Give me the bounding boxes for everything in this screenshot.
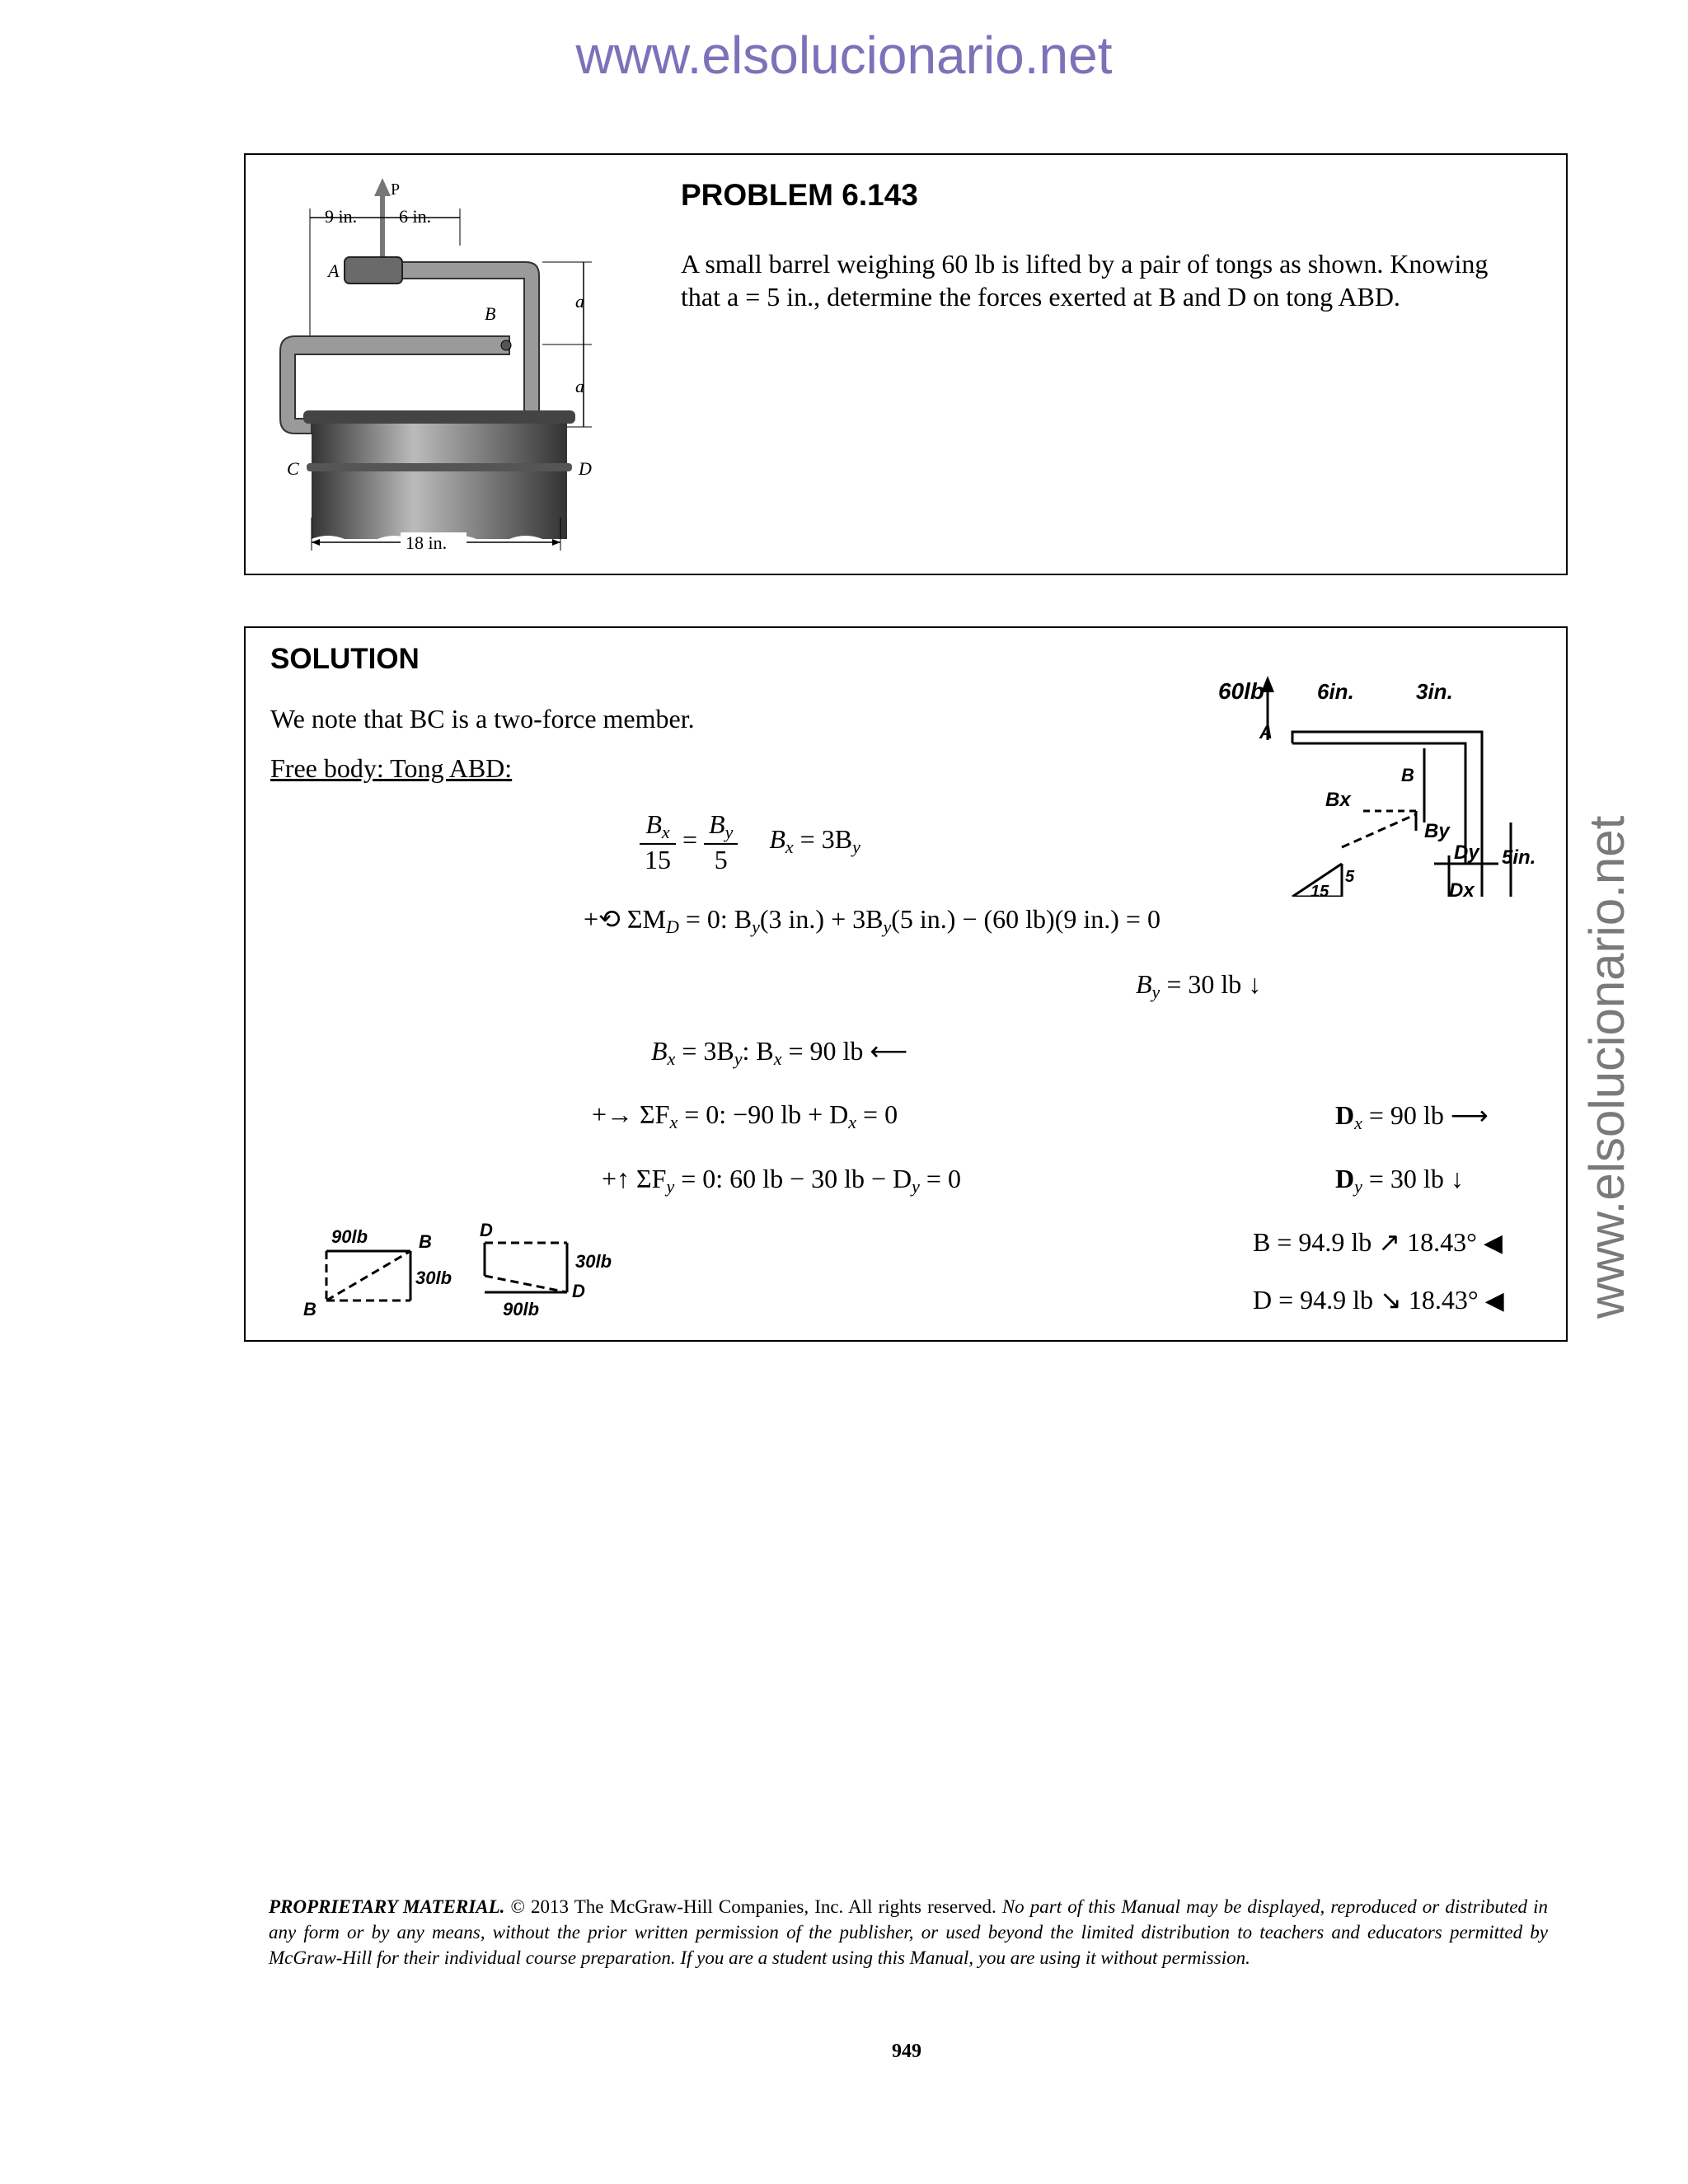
tri-30lb-a: 30lb (415, 1268, 452, 1288)
answer-dy: $D_y = 30$ lb ↓ (1335, 1164, 1464, 1197)
answer-b: B = 94.9 lb ↗ 18.43° ◀ (1253, 1227, 1503, 1257)
footer-copyright: PROPRIETARY MATERIAL. © 2013 The McGraw-Hill Companies, Inc. All rights reserved. No part of this Manual may be displayed, reproduced or distributed in any form or by any means, without the prior written permission of the publisher, or used beyond the limited distribution to teachers and educators permitted by McGraw-Hill for their individual course preparation. If you are a student using this Manual, you are using it without permission. (269, 1896, 1548, 1968)
sketch-60lb: 60lb (1218, 678, 1265, 704)
problem-text-line1: A small barrel weighing 60 lb is lifted by a pair of tongs as shown. Knowing (681, 249, 1489, 279)
sketch-6in: 6in. (1317, 679, 1354, 704)
equation-sum-fx: +→ $\Sigma F_x = 0$: −90 lb + $D_x = 0$ (592, 1099, 898, 1132)
tri-b: B (419, 1231, 432, 1252)
force-triangle-sketch (295, 1218, 691, 1317)
sketch-dy: Dy (1454, 841, 1479, 864)
dim-6: 6 in. (399, 206, 432, 227)
fraction-right: $\frac{B_y}{5}$ (704, 809, 738, 875)
dim-18: 18 in. (406, 532, 448, 553)
tongs-barrel-figure (262, 171, 625, 559)
solution-box (244, 626, 1568, 1342)
sketch-3in: 3in. (1416, 679, 1453, 704)
tri-b-bottom: B (303, 1299, 316, 1317)
solution-title: SOLUTION (270, 643, 420, 675)
sketch-by: By (1424, 820, 1450, 842)
label-b: B (485, 303, 496, 324)
sketch-5in: 5in. (1502, 846, 1536, 869)
solution-note: We note that BC is a two-force member. (270, 704, 695, 733)
dim-9: 9 in. (325, 206, 358, 227)
page-number: 949 (892, 2041, 921, 2062)
label-a2: a (575, 376, 584, 396)
answer-dx: $D_x = 90$ lb ⟶ (1335, 1100, 1489, 1133)
answer-d: D = 94.9 lb ↘ 18.43° ◀ (1253, 1285, 1504, 1315)
label-a1: a (575, 291, 584, 312)
tri-90lb-b: 90lb (503, 1299, 540, 1317)
label-p: P (391, 180, 401, 199)
label-d: D (579, 458, 592, 479)
problem-text-line2: that a = 5 in., determine the forces exerted at B and D on tong ABD. (681, 282, 1400, 312)
tri-30lb-b: 30lb (575, 1251, 612, 1272)
sketch-dx: Dx (1449, 879, 1475, 897)
sketch-5: 5 (1345, 868, 1355, 886)
fraction-left: $\frac{B_x}{15}$ (640, 809, 676, 875)
sketch-a: A (1259, 722, 1273, 743)
tri-d-right: D (572, 1281, 585, 1301)
sketch-bx: Bx (1325, 789, 1351, 811)
label-a-point: A (328, 260, 340, 281)
problem-title: PROBLEM 6.143 (681, 178, 918, 212)
sketch-15: 15 (1311, 883, 1329, 897)
free-body-sketch (1218, 658, 1548, 897)
equation-ratio: $\frac{B_x}{15}$ = $\frac{B_y}{5}$ $B_x = 3B_y$ (640, 809, 860, 875)
tri-90lb-a: 90lb (331, 1226, 368, 1247)
equation-sum-fy: +↑ $\Sigma F_y = 0$: 60 lb − 30 lb − $D_y = 0$ (602, 1164, 961, 1197)
tri-d: D (480, 1220, 493, 1240)
free-body-label: Free body: Tong ABD: (270, 753, 513, 783)
problem-box (244, 153, 1568, 575)
answer-by: $B_y = 30$ lb ↓ (1136, 969, 1262, 1002)
equation-bx: $B_x = 3B_y$: $B_x = 90$ lb ⟵ (651, 1036, 908, 1069)
watermark-top[interactable]: www.elsolucionario.net (575, 26, 1113, 85)
label-c: C (287, 458, 299, 479)
sketch-b: B (1401, 765, 1414, 785)
dim-18-figure (303, 518, 584, 559)
watermark-side[interactable]: www.elsolucionario.net (1579, 815, 1634, 1319)
equation-moment: +⟲ $\Sigma M_D = 0$: $B_y(3$ $in.) + 3B_y(5$ in.) − (60 lb)(9 in.) = 0 (584, 904, 1160, 937)
